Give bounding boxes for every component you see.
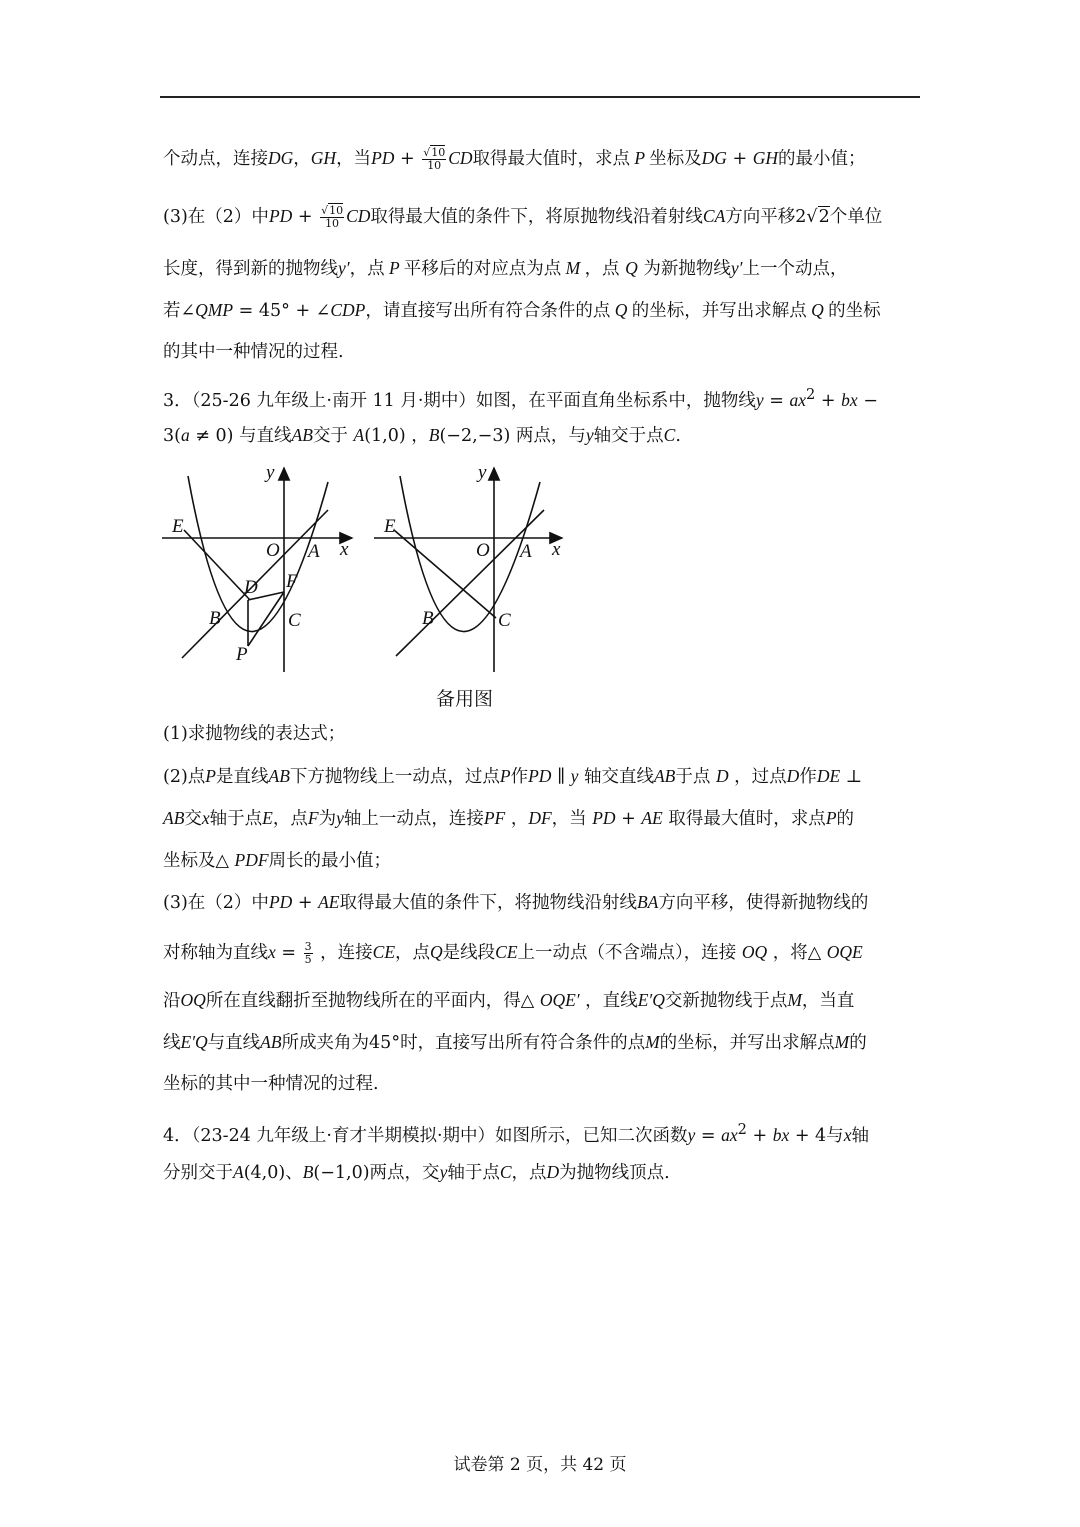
text-line-2: (3)在（2）中PD + $\frac{√10}{10}$ CD取得最大值的条件下，将原抛物线沿着射线CA方向平移2√2个单位 (163, 204, 883, 230)
text-line-4: 若∠QMP = 45° + ∠CDP，请直接写出所有符合条件的点 Q 的坐标，并写出求解点 Q 的坐标 (163, 300, 881, 321)
text-line-14: 沿OQ所在直线翻折至抛物线所在的平面内，得△ OQE′ ，直线E′Q交新抛物线于点M，当直 (163, 990, 855, 1011)
label: y (478, 462, 487, 483)
fraction: $\frac{√10}{10}$ (321, 204, 344, 230)
page-footer: 试卷第 2 页，共 42 页 (453, 1455, 627, 1475)
figure-left (162, 468, 352, 672)
text-line-6: 3．（25-26 九年级上·南开 11 月·期中）如图，在平面直角坐标系中，抛物线$y = ax^2$ + bx − (163, 386, 878, 411)
fraction: $\frac{√10}{10}$ (423, 146, 446, 172)
line-ab (396, 510, 544, 656)
seg: DG (268, 148, 294, 168)
label: O (476, 540, 490, 561)
label: D (244, 577, 258, 598)
text-line-11: 坐标及△ PDF周长的最小值； (163, 850, 392, 871)
fraction: $\frac{3}{5}$ (304, 940, 312, 966)
text-line-16: 坐标的其中一种情况的过程. (163, 1074, 379, 1094)
figure-caption: 备用图 (436, 688, 494, 710)
text-line-15: 线E′Q与直线AB所成夹角为45°时，直接写出所有符合条件的点M的坐标，并写出求解点M的 (163, 1032, 867, 1053)
label: F (286, 571, 298, 592)
header-rule (160, 96, 920, 98)
label: C (288, 610, 301, 631)
text-line-1: 个动点，连接DG，GH，当PD + $\frac{√10}{10}$ CD取得最大值时，求点 P 坐标及DG + GH的最小值； (163, 146, 866, 172)
label: B (422, 608, 434, 629)
label: A (520, 541, 532, 562)
text-line-3: 长度，得到新的抛物线y′，点 P 平移后的对应点为点 M ，点 Q 为新抛物线y′上一个动点， (163, 258, 848, 279)
figure-right (374, 468, 562, 672)
figure-svg (160, 462, 600, 677)
text-line-17: 4．（23-24 九年级上·育才半期模拟·期中）如图所示，已知二次函数$y = ax^2$ + bx + 4与x轴 (163, 1121, 869, 1146)
label: y (266, 462, 275, 483)
label: A (308, 541, 320, 562)
text-line-9: (2)点P是直线AB下方抛物线上一动点，过点P作PD ∥ y 轴交直线AB于点 D ，过点D作DE ⊥ (163, 766, 863, 787)
text-line-13: 对称轴为直线x = $\frac{3}{5}$ ，连接CE，点Q是线段CE上一动点（不含端点），连接 OQ ，将△ OQE (163, 940, 863, 966)
label: x (340, 539, 349, 560)
label: E (172, 516, 184, 537)
label: O (266, 540, 280, 561)
parabola-figures (160, 462, 600, 677)
seg: 个动点，连接 (163, 149, 268, 169)
text-line-10: AB交x轴于点E，点F为y轴上一动点，连接PF ，DF，当 PD + AE 取得最大值时，求点P的 (163, 808, 855, 829)
label: B (209, 608, 221, 629)
text-line-8: (1)求抛物线的表达式； (163, 724, 346, 744)
label: x (552, 539, 561, 560)
label: E (384, 516, 396, 537)
text-line-5: 的其中一种情况的过程. (163, 342, 344, 362)
label: P (236, 644, 248, 665)
label: C (498, 610, 511, 631)
text-line-12: (3)在（2）中PD + AE取得最大值的条件下，将抛物线沿射线BA方向平移，使得新抛物线的 (163, 892, 869, 913)
text-line-7: 3(a ≠ 0) 与直线AB交于 A(1,0) ，B(−2,−3) 两点，与y轴交于点C. (163, 425, 681, 446)
text-line-18: 分别交于A(4,0)、B(−1,0)两点，交y轴于点C，点D为抛物线顶点. (163, 1162, 670, 1183)
line-pf (248, 592, 284, 646)
